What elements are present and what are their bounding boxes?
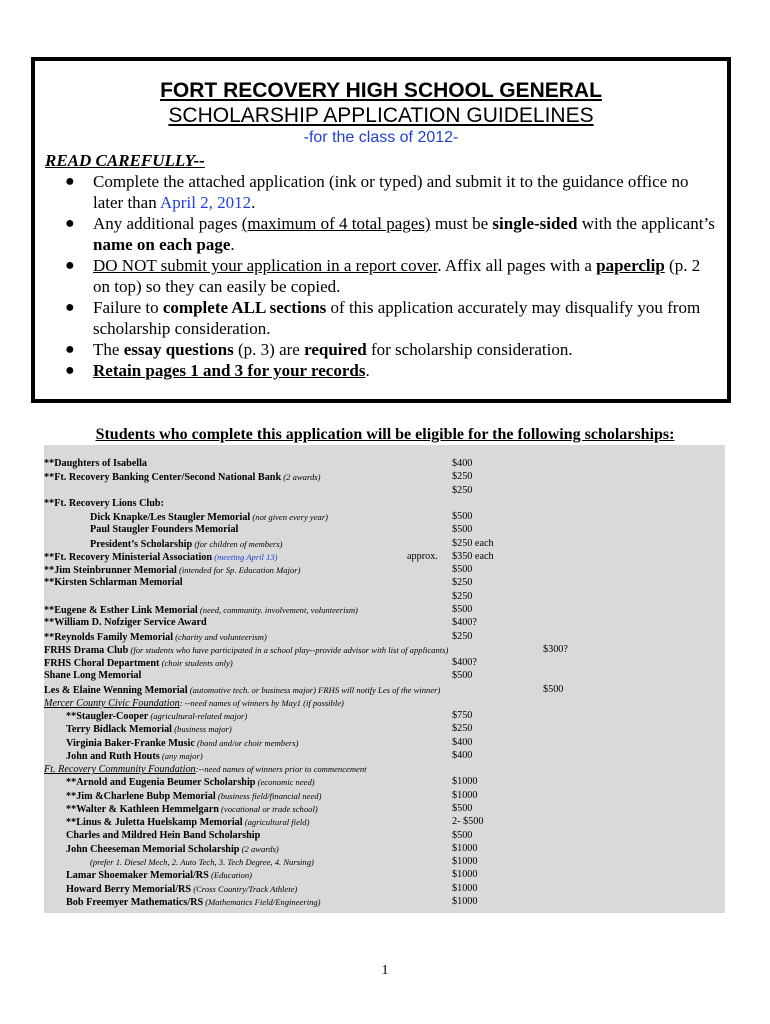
scholarship-amount: $500 <box>452 511 473 522</box>
scholarship-name: President’s Scholarship <box>90 539 193 550</box>
scholarship-note: (Mathematics Field/Engineering) <box>203 897 321 907</box>
scholarship-amount: $1000 <box>452 896 478 907</box>
bullet-icon: ● <box>65 173 75 190</box>
scholarship-amount: $250 <box>452 631 473 642</box>
scholarship-row <box>44 697 344 710</box>
scholarship-amount: $500 <box>452 564 473 575</box>
scholarship-amount: $350 each <box>452 551 494 562</box>
approx-label: approx. <box>407 551 438 562</box>
guidelines-list <box>61 171 721 381</box>
scholarship-name: **Ft. Recovery Banking Center/Second National Bank <box>44 472 282 483</box>
scholarship-note: (2 awards) <box>281 472 321 482</box>
scholarship-amount: $1000 <box>452 790 478 801</box>
scholarship-name: **Linus & Juletta Huelskamp Memorial <box>66 817 243 828</box>
scholarship-name: FRHS Drama Club <box>44 645 129 656</box>
scholarship-row <box>66 723 232 736</box>
scholarship-name: John and Ruth Houts <box>66 751 160 762</box>
scholarship-row <box>66 830 260 842</box>
page-number: 1 <box>381 963 389 978</box>
scholarship-note: (any major) <box>159 751 203 761</box>
scholarship-row <box>44 631 267 644</box>
scholarship-note: (intended for Sp. Education Major) <box>176 565 301 575</box>
scholarship-note: (business field/financial need) <box>215 791 322 801</box>
scholarship-amount: $300? <box>543 644 568 655</box>
scholarship-note: (for students who have participated in a school play--provide advisor with list of applicants) <box>128 645 449 655</box>
scholarship-row <box>44 604 358 617</box>
scholarship-row <box>44 577 183 589</box>
scholarship-name: Dick Knapke/Les Staugler Memorial <box>90 512 251 523</box>
scholarship-amount: $1000 <box>452 843 478 854</box>
scholarship-row <box>44 644 448 657</box>
scholarship-name: **Ft. Recovery Lions Club: <box>44 498 164 509</box>
scholarship-amount: $250 <box>452 485 473 496</box>
guideline-item: ● Any additional pages (maximum of 4 total pages) must be single-sided with the applicant’s name on each page. <box>65 214 715 254</box>
scholarship-row <box>90 538 283 551</box>
scholarship-name: **Daughters of Isabella <box>44 458 148 469</box>
scholarship-amount: $400 <box>452 750 473 761</box>
guideline-item: ● Failure to complete ALL sections of this application accurately may disqualify you from scholarship consideration. <box>65 298 701 338</box>
scholarship-name: John Cheeseman Memorial Scholarship <box>66 844 240 855</box>
scholarship-row <box>66 843 279 856</box>
scholarship-row <box>90 511 328 524</box>
scholarship-note: : --need names of winners by May1 (if possible) <box>179 698 344 708</box>
scholarship-amount: $400? <box>452 657 477 668</box>
scholarship-name: **Reynolds Family Memorial <box>44 632 174 643</box>
scholarship-name: Shane Long Memorial <box>44 670 142 681</box>
scholarship-note: (agricultural-related major) <box>148 711 248 721</box>
scholarship-note: (Cross Country/Track Athlete) <box>191 884 298 894</box>
scholarship-name: Lamar Shoemaker Memorial/RS <box>66 870 209 881</box>
scholarship-amount: $500 <box>543 684 564 695</box>
guidelines-box <box>31 57 731 403</box>
scholarship-row <box>66 737 298 750</box>
bullet-icon: ● <box>65 215 75 232</box>
scholarship-row <box>44 670 141 682</box>
scholarship-amount: 2- $500 <box>452 816 484 827</box>
scholarship-name: Charles and Mildred Hein Band Scholarship <box>66 830 261 841</box>
scholarship-note: (meeting April 13) <box>212 552 278 562</box>
scholarships-heading: Students who complete this application will be eligible for the following scholarships: <box>95 426 675 443</box>
scholarship-row <box>44 564 300 577</box>
scholarship-note: (prefer 1. Diesel Mech, 2. Auto Tech, 3. Tech Degree, 4. Nursing) <box>90 857 314 867</box>
scholarship-name: **Eugene & Esther Link Memorial <box>44 605 198 616</box>
scholarship-row <box>44 498 164 510</box>
scholarship-name: **Kirsten Schlarman Memorial <box>44 577 183 588</box>
scholarship-name: Howard Berry Memorial/RS <box>66 884 192 895</box>
scholarship-note: :--need names of winners prior to commencement <box>195 764 367 774</box>
scholarship-row <box>66 776 315 789</box>
scholarship-name: Bob Freemyer Mathematics/RS <box>66 897 204 908</box>
scholarship-note: (Education) <box>208 870 253 880</box>
foundation-heading: Ft. Recovery Community Foundation <box>44 764 196 775</box>
scholarship-row <box>66 790 321 803</box>
scholarship-amount: $250 <box>452 723 473 734</box>
scholarship-amount: $500 <box>452 670 473 681</box>
scholarship-amount: $750 <box>452 710 473 721</box>
bullet-icon: ● <box>65 341 75 358</box>
guideline-item: ● The essay questions (p. 3) are required for scholarship consideration. <box>65 340 573 359</box>
scholarship-amount: $400 <box>452 737 473 748</box>
scholarship-name: **Ft. Recovery Ministerial Association <box>44 552 213 563</box>
scholarship-row <box>90 856 314 869</box>
scholarship-note: (charity and volunteerism) <box>173 632 267 642</box>
scholarship-row <box>66 803 318 816</box>
scholarship-name: **Jim &Charlene Bubp Memorial <box>66 791 216 802</box>
scholarship-amount: $400? <box>452 617 477 628</box>
scholarship-name: Les & Elaine Wenning Memorial <box>44 685 188 696</box>
scholarship-row <box>66 896 321 909</box>
scholarship-amount: $500 <box>452 803 473 814</box>
scholarship-note: (not given every year) <box>250 512 329 522</box>
guideline-item: ● Complete the attached application (ink or typed) and submit it to the guidance office no later than April 2, 2012. <box>65 172 689 212</box>
scholarship-name: **Arnold and Eugenia Beumer Scholarship <box>66 777 256 788</box>
title-line-2: SCHOLARSHIP APPLICATION GUIDELINES <box>168 104 594 127</box>
scholarship-name: **Staugler-Cooper <box>66 711 149 722</box>
scholarship-name: **William D. Nofziger Service Award <box>44 617 207 628</box>
guideline-item: ● Retain pages 1 and 3 for your records. <box>65 361 370 380</box>
scholarship-name: **Walter & Kathleen Hemmelgarn <box>66 804 219 815</box>
scholarship-row <box>44 551 278 564</box>
bullet-icon: ● <box>65 299 75 316</box>
scholarship-amount: $250 <box>452 577 473 588</box>
scholarship-note: (for children of members) <box>192 539 283 549</box>
scholarship-row <box>66 869 252 882</box>
scholarship-row <box>44 657 233 670</box>
scholarship-note: (economic need) <box>255 777 315 787</box>
guideline-item: ● DO NOT submit your application in a report cover. Affix all pages with a paperclip (p. 2 on top) so they can easily be copied. <box>65 256 701 296</box>
scholarship-note: (vocational or trade school) <box>218 804 318 814</box>
scholarship-row <box>44 617 207 629</box>
scholarship-amount: $1000 <box>452 869 478 880</box>
scholarship-note: (agricultural field) <box>242 817 310 827</box>
scholarship-amount: $500 <box>452 524 473 535</box>
scholarship-amount: $250 <box>452 591 473 602</box>
scholarship-name: Virginia Baker-Franke Music <box>66 738 195 749</box>
scholarship-row <box>44 763 367 776</box>
scholarship-name: Terry Bidlack Memorial <box>66 724 173 735</box>
scholarship-note: (business major) <box>172 724 232 734</box>
scholarship-note: (band and/or choir members) <box>194 738 299 748</box>
scholarship-note: (automotive tech. or business major) FRHS will notify Les of the winner) <box>187 685 441 695</box>
scholarship-amount: $250 each <box>452 538 494 549</box>
scholarship-amount: $400 <box>452 458 473 469</box>
scholarship-row <box>66 883 297 896</box>
scholarship-row <box>66 816 309 829</box>
scholarship-row <box>44 684 440 697</box>
scholarship-note: (need, community. involvement, volunteerism) <box>197 605 358 615</box>
scholarship-row <box>44 458 147 470</box>
scholarship-amount: $1000 <box>452 856 478 867</box>
foundation-heading: Mercer County Civic Foundation <box>44 698 180 709</box>
read-carefully-heading: READ CAREFULLY-- <box>45 151 205 170</box>
scholarship-note: (2 awards) <box>239 844 279 854</box>
scholarship-name: FRHS Choral Department <box>44 658 160 669</box>
scholarship-amount: $500 <box>452 830 473 841</box>
scholarship-row <box>66 710 247 723</box>
scholarship-amount: $1000 <box>452 776 478 787</box>
scholarship-name: **Jim Steinbrunner Memorial <box>44 565 177 576</box>
scholarship-row <box>66 750 203 763</box>
scholarship-row <box>90 524 238 536</box>
scholarship-amount: $250 <box>452 471 473 482</box>
scholarship-note: (choir students only) <box>159 658 233 668</box>
bullet-icon: ● <box>65 362 75 379</box>
title-line-3: -for the class of 2012- <box>303 129 459 146</box>
title-line-1: FORT RECOVERY HIGH SCHOOL GENERAL <box>160 79 602 102</box>
scholarship-amount: $1000 <box>452 883 478 894</box>
scholarship-amount: $500 <box>452 604 473 615</box>
scholarship-name: Paul Staugler Founders Memorial <box>90 524 239 535</box>
bullet-icon: ● <box>65 257 75 274</box>
scholarship-row <box>44 471 320 484</box>
